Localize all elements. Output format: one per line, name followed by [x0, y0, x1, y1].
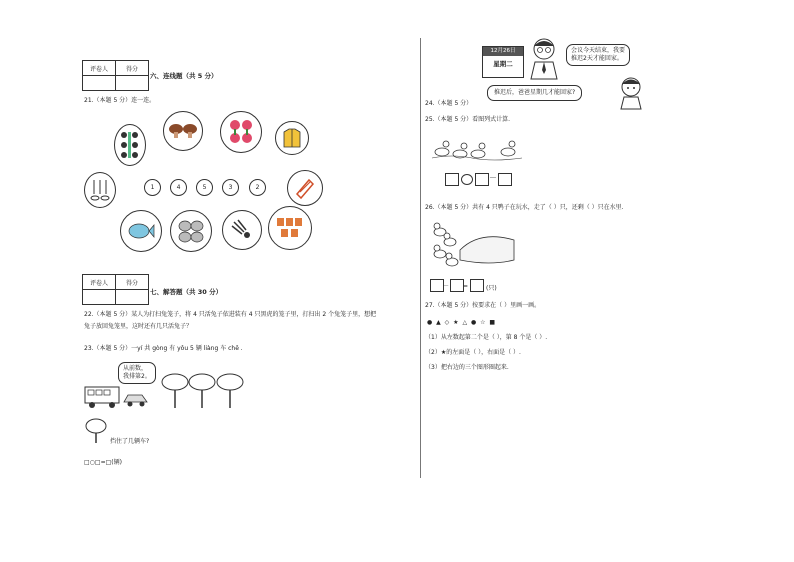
speech-bubble-father-line2: 推迟2天才能回家。	[571, 55, 623, 62]
score-table-2	[82, 274, 149, 305]
operator-circle-25[interactable]	[461, 174, 473, 185]
calendar-date: 12月26日	[483, 47, 523, 56]
score-table-cell[interactable]	[83, 290, 116, 305]
score-table-header-grader: 评卷人	[83, 275, 116, 290]
answer-box-25-3[interactable]	[498, 173, 512, 186]
score-table-header-score: 得分	[116, 61, 149, 76]
child-avatar-icon	[617, 76, 645, 110]
number-circle-1[interactable]: 1	[144, 179, 161, 196]
question-23: 23.（本题 5 分）一yí 共 gòng 有 yǒu 5 辆 liàng 车 chē .	[84, 345, 243, 352]
shape-sequence: ● ▲ ◇ ★ △ ● ☆ ■	[427, 319, 497, 326]
score-table-cell[interactable]	[116, 76, 149, 91]
section-6-title: 六、连线题（共 5 分）	[150, 72, 218, 80]
question-21: 21.（本题 5 分）连一连。	[84, 97, 156, 104]
father-avatar-icon	[527, 36, 561, 80]
picture-circle-frogs[interactable]	[170, 210, 212, 252]
score-table-cell[interactable]	[116, 290, 149, 305]
frog-icon	[177, 218, 205, 244]
question-22-line2: 兔子放回兔笼里，这时还有几只活兔子？	[84, 323, 193, 330]
tree-icon	[84, 418, 108, 444]
number-circle-4[interactable]: 3	[222, 179, 239, 196]
speech-bubble-father	[566, 44, 630, 66]
question-27-part-1: （1）从左数起第二个是（ ），第 8 个是（ ）.	[425, 334, 548, 341]
shuttlecock-icon	[230, 218, 254, 242]
answer-box-26-1[interactable]	[430, 279, 444, 292]
question-23-formula: □○□=□(辆)	[84, 459, 122, 466]
speech-bubble-child: 推迟后，爸爸星期几才能回家?	[487, 85, 582, 101]
question-22-line1: 22.（本题 5 分）某人为打扫兔笼子，将 4 只活兔子依进装有 4 只黑虎的笼子里，打扫出 2 个兔笼子里，想把	[84, 311, 377, 318]
picture-circle-cups[interactable]	[268, 206, 312, 250]
ducks-picture-icon	[432, 130, 522, 162]
jacket-icon	[281, 127, 303, 149]
score-table-1	[82, 60, 149, 91]
ducks-in-water-icon	[430, 220, 516, 268]
paperclip-icon	[293, 176, 317, 200]
question-27-part-3: （3）把右边的三个图形圈起来.	[425, 364, 509, 371]
cup-icon	[275, 216, 305, 240]
picture-circle-fish[interactable]	[120, 210, 162, 252]
question-25: 25.（本题 5 分）看图列式计算.	[425, 116, 511, 123]
speech-bubble-line1: 从前数，	[123, 365, 148, 372]
number-circle-5[interactable]: 2	[249, 179, 266, 196]
flower-icon	[226, 117, 256, 147]
picture-circle-shuttlecock[interactable]	[222, 210, 262, 250]
number-circle-2[interactable]: 4	[170, 179, 187, 196]
picture-circle-clips[interactable]	[287, 170, 323, 206]
question-26: 26.（本题 5 分）共有 4 只鸭子在玩水，走了（ ）只，还剩（ ）只在水里.	[425, 204, 624, 211]
question-23-tree-question: 挡住了几辆车?	[110, 438, 150, 445]
picture-circle-mushrooms[interactable]	[163, 111, 203, 151]
section-7-title: 七、解答题（共 30 分）	[150, 288, 223, 296]
question-24: 24.（本题 5 分）	[425, 100, 473, 107]
fish-icon	[127, 221, 155, 241]
picture-circle-clothes[interactable]	[275, 121, 309, 155]
question-27: 27.（本题 5 分）按要求在（ ）里画一画。	[425, 302, 541, 309]
calendar-day: 星期二	[493, 60, 513, 68]
speech-bubble-car	[118, 362, 156, 384]
number-circle-3[interactable]: 5	[196, 179, 213, 196]
trees-icon	[160, 372, 250, 410]
picture-circle-flowers[interactable]	[220, 111, 262, 153]
picture-circle-toys[interactable]	[114, 124, 146, 166]
speech-bubble-father-line1: 会议今天结束，我要	[571, 47, 626, 54]
score-table-header-score: 得分	[116, 275, 149, 290]
calendar-board	[482, 46, 524, 78]
mushroom-icon	[168, 121, 198, 141]
unit-label-26: (只)	[486, 285, 497, 292]
bus-and-car-icon	[84, 384, 154, 410]
key-icon	[89, 178, 111, 202]
equals-sign-26: =	[463, 283, 469, 290]
answer-box-25-2[interactable]	[475, 173, 489, 186]
minus-sign-26: －	[443, 283, 450, 290]
question-27-part-2: （2）★的左面是（ ），右面是（ ）.	[425, 349, 521, 356]
answer-box-26-2[interactable]	[450, 279, 464, 292]
toy-figures-icon	[119, 130, 141, 160]
answer-box-26-3[interactable]	[470, 279, 484, 292]
column-divider	[420, 38, 421, 478]
score-table-header-grader: 评卷人	[83, 61, 116, 76]
answer-box-25-1[interactable]	[445, 173, 459, 186]
score-table-cell[interactable]	[83, 76, 116, 91]
minus-sign-25: －	[489, 173, 497, 182]
speech-bubble-line2: 我排第2。	[123, 373, 151, 380]
picture-circle-keys[interactable]	[84, 172, 116, 208]
